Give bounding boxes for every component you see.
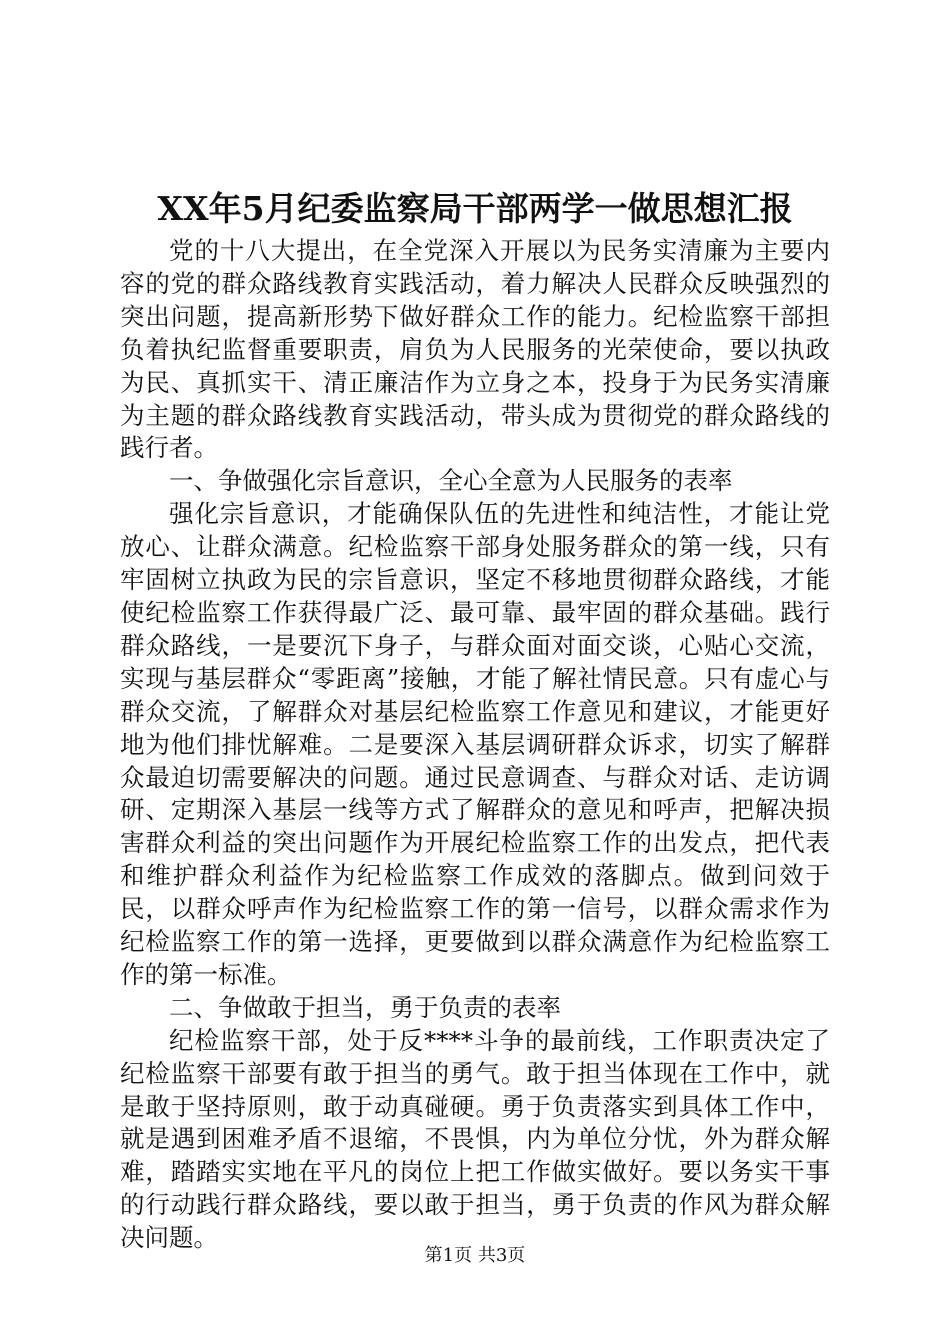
section-heading-1: 一、争做强化宗旨意识，全心全意为人民服务的表率 [169, 466, 733, 496]
document-body [120, 235, 830, 1255]
paragraph-section-1: 强化宗旨意识，才能确保队伍的先进性和纯洁性，才能让党放心、让群众满意。纪检监察干部身处服务群众的第一线，只有牢固树立执政为民的宗旨意识，坚定不移地贯彻群众路线，才能使纪检监察工作获得最广泛、最可靠、最牢固的群众基础。践行群众路线，一是要沉下身子，与群众面对面交谈，心贴心交流，实现与基层群众“零距离”接触，才能了解社情民意。只有虚心与群众交流，了解群众对基层纪检监察工作意见和建议，才能更好地为他们排忧解难。二是要深入基层调研群众诉求，切实了解群众最迫切需要解决的问题。通过民意调查、与群众对话、走访调研、定期深入基层一线等方式了解群众的意见和呼声，把解决损害群众利益的突出问题作为开展纪检监察工作的出发点，把代表和维护群众利益作为纪检监察工作成效的落脚点。做到问效于民，以群众呼声作为纪检监察工作的第一信号，以群众需求作为纪检监察工作的第一选择，更要做到以群众满意作为纪检监察工作的第一标准。 [120, 499, 830, 989]
page-number-footer: 第1页 共3页 [424, 1245, 526, 1266]
document-title: XX年5月纪委监察局干部两学一做思想汇报 [157, 189, 793, 228]
paragraph-intro: 党的十八大提出，在全党深入开展以为民务实清廉为主要内容的党的群众路线教育实践活动，着力解决人民群众反映强烈的突出问题，提高新形势下做好群众工作的能力。纪检监察干部担负着执纪监督重要职责，肩负为人民服务的光荣使命，要以执政为民、真抓实干、清正廉洁作为立身之本，投身于为民务实清廉为主题的群众路线教育实践活动，带头成为贯彻党的群众路线的践行者。 [120, 236, 830, 463]
section-heading-2: 二、争做敢于担当，勇于负责的表率 [169, 992, 561, 1022]
paragraph-section-2: 纪检监察干部，处于反****斗争的最前线，工作职责决定了纪检监察干部要有敢于担当的勇气。敢于担当体现在工作中，就是敢于坚持原则，敢于动真碰硬。勇于负责落实到具体工作中，就是遇到困难矛盾不退缩，不畏惧，内为单位分忧，外为群众解难，踏踏实实地在平凡的岗位上把工作做实做好。要以务实干事的行动践行群众路线，要以敢于担当，勇于负责的作风为群众解决问题。 [120, 1025, 830, 1253]
